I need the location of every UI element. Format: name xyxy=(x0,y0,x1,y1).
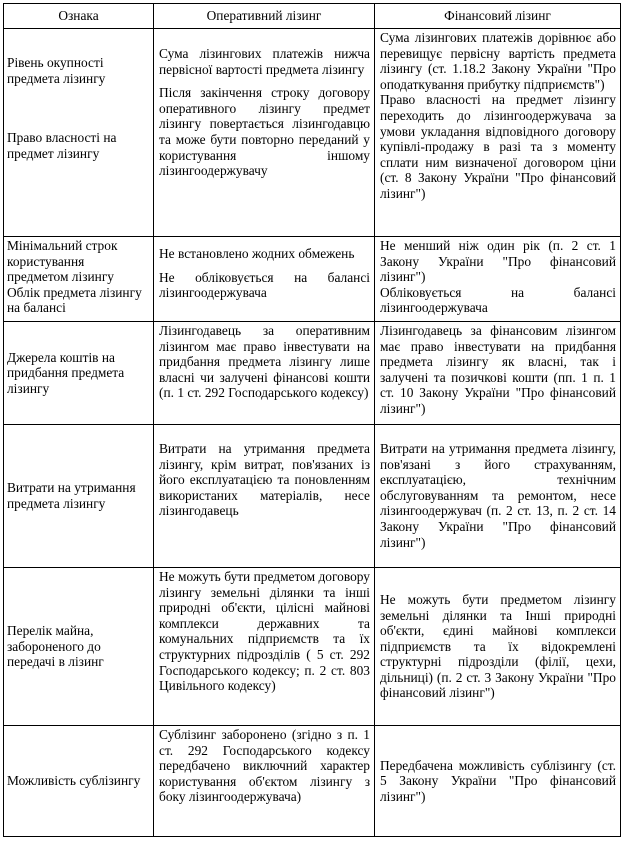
header-operating: Оперативний лізинг xyxy=(154,4,375,29)
operating-prohibited: Не можуть бути предметом договору лізингу земельні ділянки та інші природні об'єкти, цілісні майнові комплекси державних та комунальних підприємств та їх структурних підрозділів ( 5 ст. 292 Господарського кодексу; п. 2 ст. 803 Цивільного кодексу) xyxy=(154,568,375,726)
feature-cell xyxy=(4,237,154,322)
feature-payback: Рівень окупності предмета лізингу xyxy=(7,55,106,86)
table-row xyxy=(4,568,621,726)
operating-cell xyxy=(154,29,375,237)
feature-min-term: Мінімальний строк користування предметом лізингу xyxy=(7,238,118,285)
table-row xyxy=(4,237,621,322)
feature-maintenance: Витрати на утримання предмета лізингу xyxy=(4,425,154,568)
financial-subleasing: Передбачена можливість сублізингу (ст. 5 Закону України "Про фінансовий лізинг") xyxy=(375,726,621,837)
financial-accounting: Обліковується на балансі лізингоодержувача xyxy=(380,284,616,316)
financial-cell xyxy=(375,29,621,237)
feature-cell xyxy=(4,29,154,237)
feature-ownership: Право власності на предмет лізингу xyxy=(7,130,117,161)
operating-funding: Лізингодавець за оперативним лізингом має право інвестувати на придбання предмета лізингу лише власні чи залучені фінансові кошти (п. 1 ст. 292 Господарського кодексу) xyxy=(154,322,375,425)
feature-funding: Джерела коштів на придбання предмета лізингу xyxy=(4,322,154,425)
table-row xyxy=(4,29,621,237)
table-row xyxy=(4,322,621,425)
operating-min-term: Не встановлено жодних обмежень xyxy=(159,246,355,261)
feature-prohibited: Перелік майна, забороненого до передачі в лізинг xyxy=(4,568,154,726)
operating-cell xyxy=(154,237,375,322)
financial-prohibited: Не можуть бути предметом лізингу земельні ділянки та Інші природні об'єкти, єдині майнові комплекси підприємств та їх відокремлені структурні підрозділи (філії, цехи, дільниці) (п. 2 ст. 3 Закону України "Про фінансовий лізинг") xyxy=(375,568,621,726)
operating-maintenance: Витрати на утримання предмета лізингу, крім витрат, пов'язаних із його експлуатацією та поновленням використаних матеріалів, несе лізингодавець xyxy=(154,425,375,568)
financial-maintenance: Витрати на утримання предмета лізингу, пов'язані з його страхуванням, експлуатацією, технічним обслуговуванням та ремонтом, несе лізингоодержувач (п. 2 ст. 13, п. 2 ст. 14 Закону України "Про фінансовий лізинг") xyxy=(375,425,621,568)
table-row xyxy=(4,425,621,568)
financial-min-term: Не менший ніж один рік (п. 2 ст. 1 Закону України "Про фінансовий лізинг") xyxy=(380,238,616,285)
leasing-comparison-table xyxy=(3,3,621,837)
operating-accounting: Не обліковується на балансі лізингоодержувача xyxy=(159,269,370,301)
financial-ownership: Право власності на предмет лізингу переходить до лізингоодержувача за умови укладання відповідного договору купівлі-продажу в разі та з моменту сплати ним визначеної договором ціни (ст. 8 Закону України "Про фінансовий лізинг") xyxy=(380,92,616,201)
financial-funding: Лізингодавець за фінансовим лізингом має право інвестувати на придбання предмета лізингу як власні, так і залучені та позичкові кошти (пп. 1 п. 1 ст. 10 Закону України "Про фінансовий лізинг") xyxy=(375,322,621,425)
operating-payback: Сума лізингових платежів нижча первісної вартості предмета лізингу xyxy=(159,46,370,77)
financial-cell xyxy=(375,237,621,322)
feature-accounting: Облік предмета лізингу на балансі xyxy=(7,284,142,316)
financial-payback: Сума лізингових платежів дорівнює або перевищує первісну вартість предмета лізингу (ст. 1.18.2 Закону України "Про оподаткування прибутку підприємств") xyxy=(380,30,616,92)
header-row xyxy=(4,4,621,29)
operating-subleasing: Сублізинг заборонено (згідно з п. 1 ст. 292 Господарського кодексу передбачено виключний характер користування об'єктом лізингу з боку лізингоодержувача) xyxy=(154,726,375,837)
feature-subleasing: Можливість сублізингу xyxy=(4,726,154,837)
header-feature: Ознака xyxy=(4,4,154,29)
operating-ownership: Після закінчення строку договору оперативного лізингу предмет лізингу повертається лізингодавцю та може бути повторно переданий у користування іншому лізингоодержувачу xyxy=(159,85,370,179)
table-row xyxy=(4,726,621,837)
header-financial: Фінансовий лізинг xyxy=(375,4,621,29)
